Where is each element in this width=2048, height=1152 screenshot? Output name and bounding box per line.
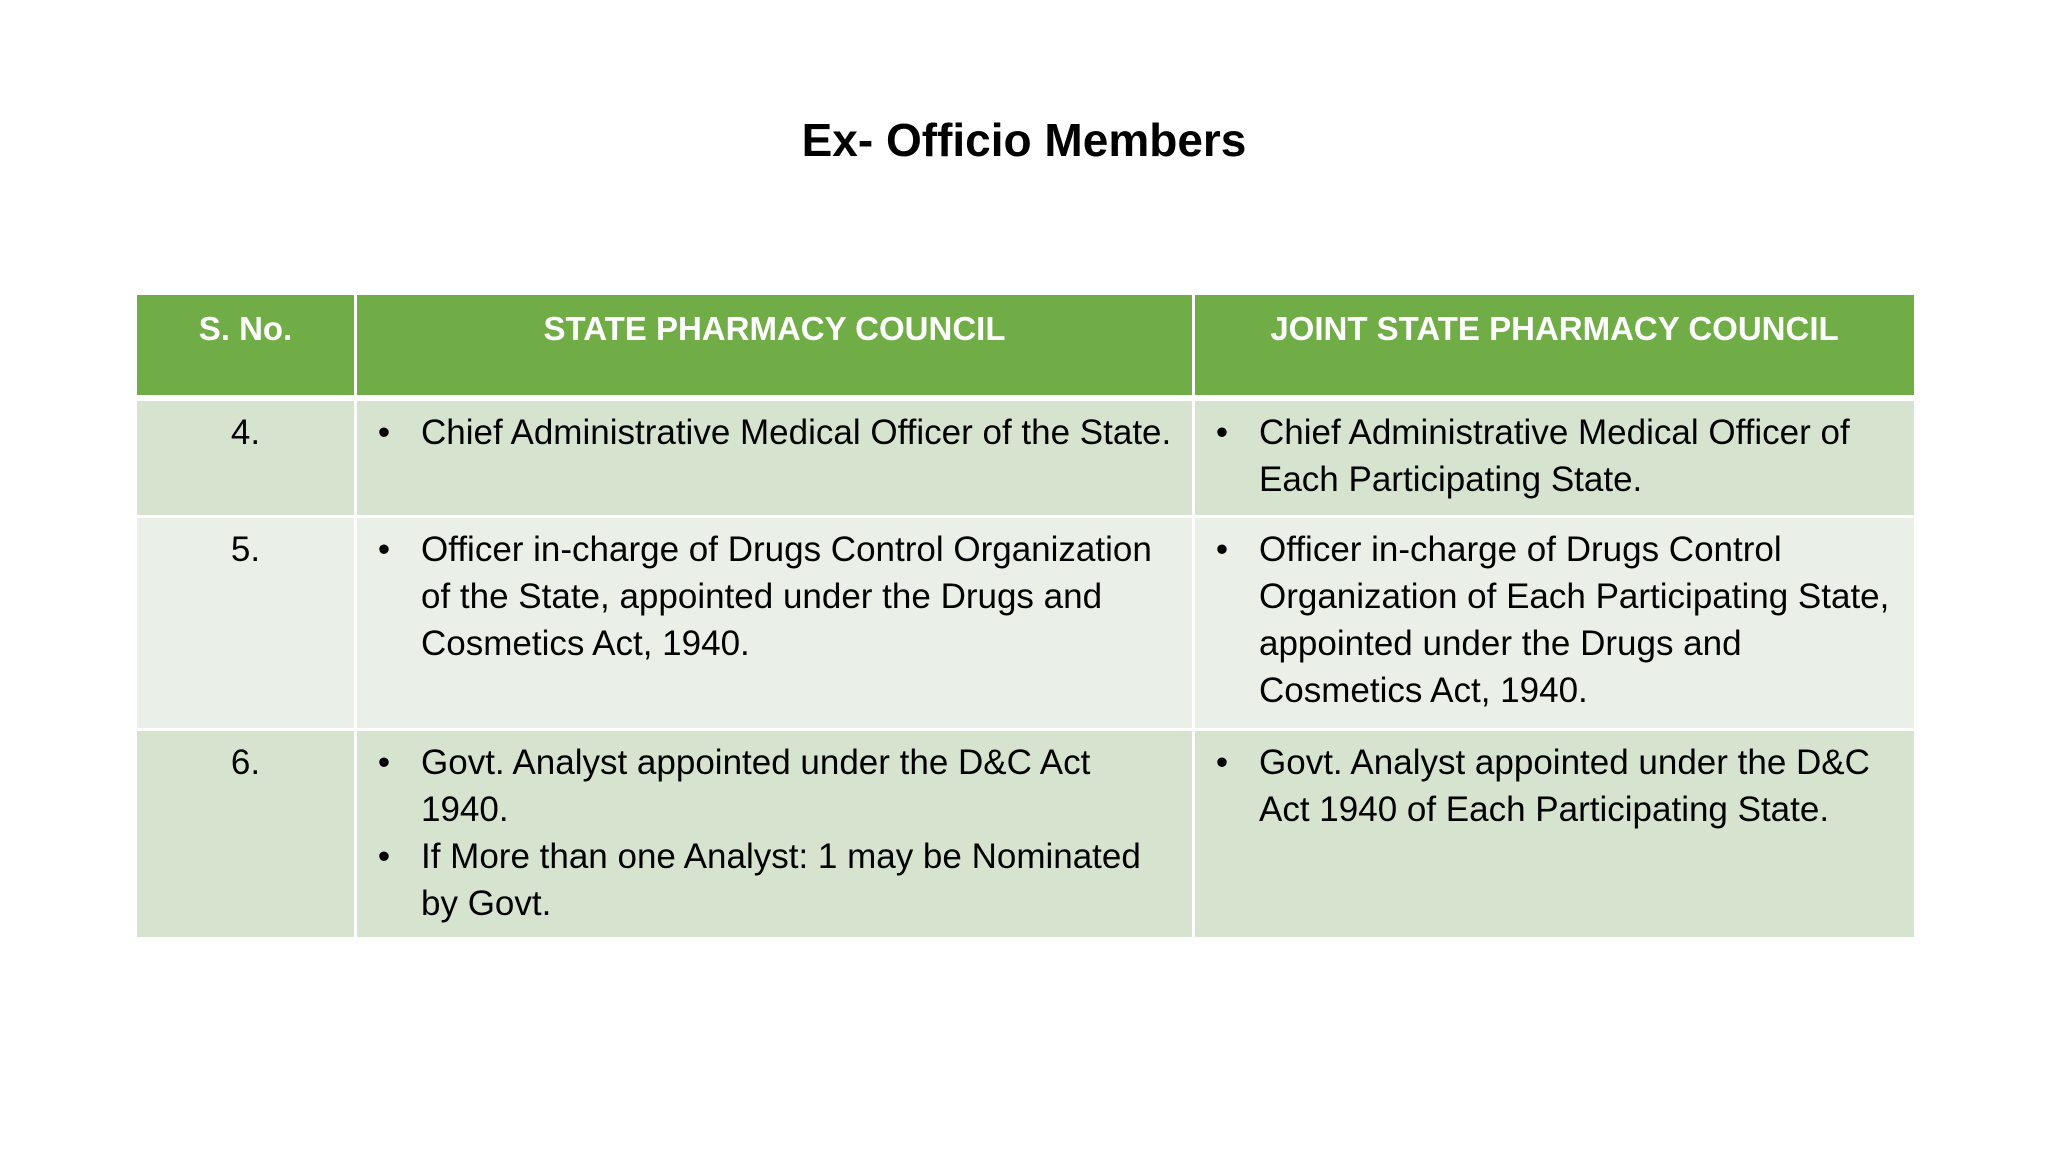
list-item [1195,526,1898,714]
table-row [136,516,1916,729]
serial-number-cell: 6. [136,729,356,938]
list-item-text: Chief Administrative Medical Officer of the State. [421,412,1172,452]
bullet-icon: • [1215,412,1229,452]
header-row [136,294,1916,398]
list-item [357,526,1176,667]
table-header [136,294,1916,398]
list-item [1195,739,1898,833]
header-state-pharmacy-council: STATE PHARMACY COUNCIL [356,294,1194,398]
bullet-list [1195,401,1914,511]
list-item [357,739,1176,833]
state-council-cell [356,398,1194,517]
bullet-list [357,731,1192,935]
list-item [357,409,1176,456]
table-row [136,729,1916,938]
serial-number-cell: 4. [136,398,356,517]
list-item-text: Govt. Analyst appointed under the D&C Act 1940. [421,742,1091,829]
header-joint-state-pharmacy-council: JOINT STATE PHARMACY COUNCIL [1194,294,1916,398]
header-serial-number: S. No. [136,294,356,398]
state-council-cell [356,516,1194,729]
bullet-icon: • [1215,742,1229,782]
bullet-list [1195,731,1914,841]
table-body [136,398,1916,939]
list-item-text: Officer in-charge of Drugs Control Organization of Each Participating State, appointed under the Drugs and Cosmetics Act, 1940. [1259,529,1890,710]
list-item-text: Govt. Analyst appointed under the D&C Act 1940 of Each Participating State. [1259,742,1870,829]
bullet-icon: • [377,412,391,452]
list-item-text: Officer in-charge of Drugs Control Organization of the State, appointed under the Drugs and Cosmetics Act, 1940. [421,529,1152,663]
bullet-icon: • [377,742,391,782]
joint-council-cell [1194,516,1916,729]
bullet-icon: • [377,529,391,569]
bullet-list [1195,518,1914,722]
list-item [1195,409,1898,503]
list-item-text: If More than one Analyst: 1 may be Nominated by Govt. [421,836,1141,923]
bullet-icon: • [377,836,391,876]
serial-number-cell: 5. [136,516,356,729]
bullet-list [357,518,1192,675]
joint-council-cell [1194,398,1916,517]
bullet-icon: • [1215,529,1229,569]
list-item [357,833,1176,927]
joint-council-cell [1194,729,1916,938]
list-item-text: Chief Administrative Medical Officer of Each Participating State. [1259,412,1850,499]
bullet-list [357,401,1192,464]
ex-officio-members-table [134,292,1917,940]
table-row [136,398,1916,517]
state-council-cell [356,729,1194,938]
slide-title: Ex- Officio Members [801,114,1247,166]
